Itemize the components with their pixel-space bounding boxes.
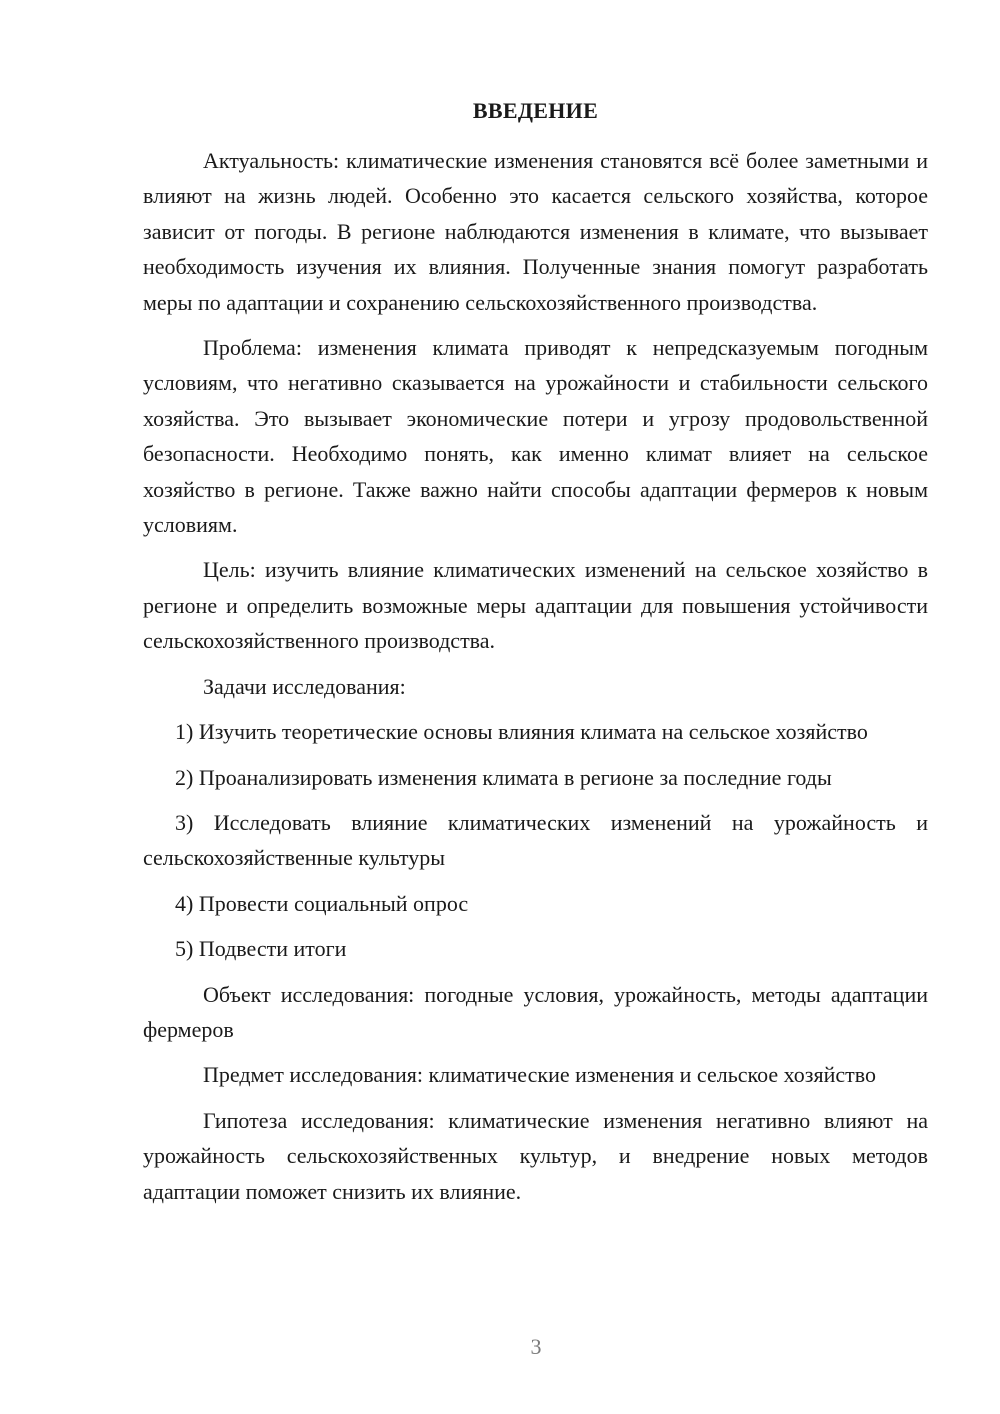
task-item-5: 5) Подвести итоги (175, 936, 347, 962)
page-title: ВВЕДЕНИЕ (472, 98, 599, 123)
paragraph-relevance: Актуальность: климатические изменения становятся всё более заметными и влияют на жизнь людей. Особенно это касается сельского хозяйства, которое зависит от погоды. В регионе наблюдаются изменения в климате, что вызывает необходимость изучения их влияния. Полученные знания помогут разработать меры по адаптации и сохранению сельскохозяйственного производства. (143, 148, 928, 315)
task-item-3: 3) Исследовать влияние климатических изменений на урожайность и сельскохозяйственные культуры (143, 809, 928, 871)
tasks-heading: Задачи исследования: (203, 673, 406, 699)
paragraph-goal: Цель: изучить влияние климатических изменений на сельское хозяйство в регионе и определить возможные меры адаптации для повышения устойчивости сельскохозяйственного производства. (143, 557, 928, 654)
paragraph-problem: Проблема: изменения климата приводят к непредсказуемым погодным условиям, что негативно сказывается на урожайности и стабильности сельского хозяйства. Это вызывает экономические потери и угрозу продовольственной безопасности. Необходимо понять, как именно климат влияет на сельское хозяйство в регионе. Также важно найти способы адаптации фермеров к новым условиям. (143, 335, 928, 538)
document-body (143, 143, 928, 1219)
paragraph-hypothesis: Гипотеза исследования: климатические изменения негативно влияют на урожайность сельскохозяйственных культур, и внедрение новых методов адаптации поможет снизить их влияние. (143, 1107, 928, 1204)
task-item-2: 2) Проанализировать изменения климата в регионе за последние годы (175, 764, 832, 790)
page-number: 3 (530, 1334, 542, 1359)
paragraph-subject: Предмет исследования: климатические изменения и сельское хозяйство (203, 1062, 876, 1088)
task-item-4: 4) Провести социальный опрос (175, 890, 469, 916)
task-item-1: 1) Изучить теоретические основы влияния климата на сельское хозяйство (175, 719, 868, 745)
paragraph-object: Объект исследования: погодные условия, урожайность, методы адаптации фермеров (143, 981, 928, 1042)
